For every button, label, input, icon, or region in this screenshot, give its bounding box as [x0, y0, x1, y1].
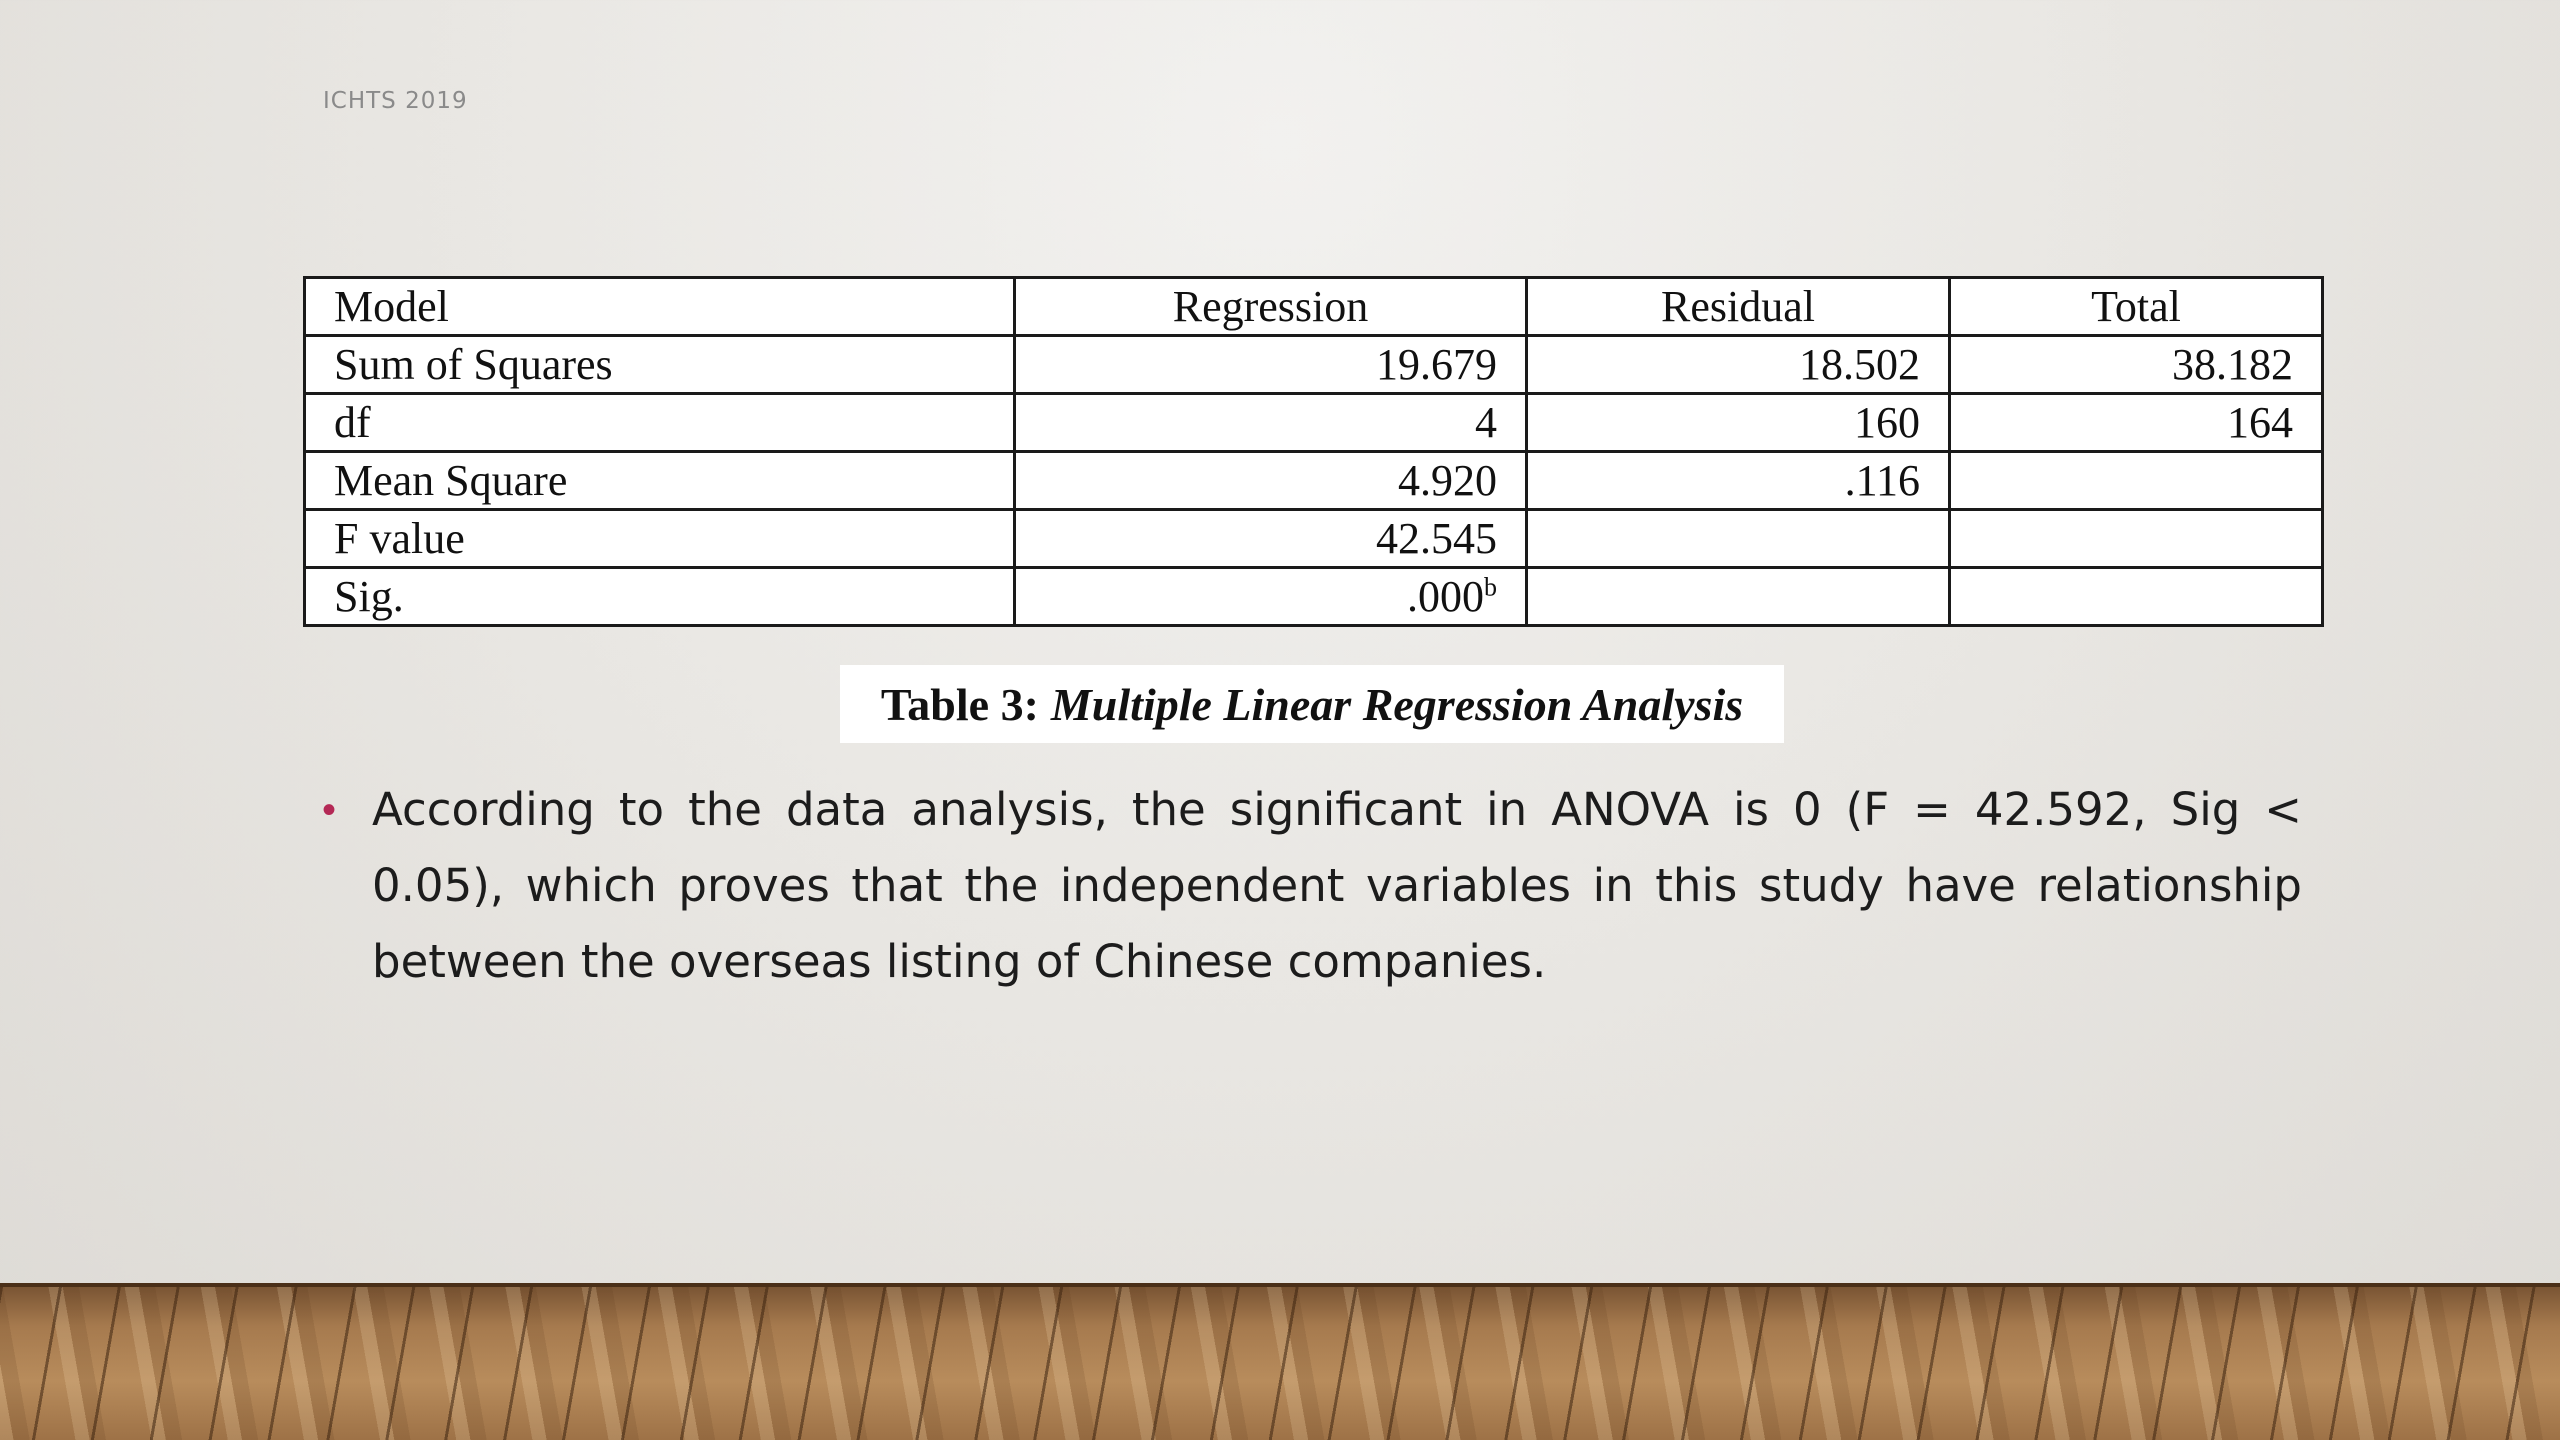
regression-cell: 42.545	[1015, 510, 1527, 568]
table-caption	[840, 665, 1784, 743]
wood-floor-decoration	[0, 1283, 2560, 1440]
bullet-item	[322, 772, 2302, 1000]
table-row	[305, 568, 2323, 626]
residual-cell: 18.502	[1527, 336, 1950, 394]
row-label: F value	[305, 510, 1015, 568]
regression-cell: 19.679	[1015, 336, 1527, 394]
header-cell-model: Model	[305, 278, 1015, 336]
table-header-row	[305, 278, 2323, 336]
row-label: Sum of Squares	[305, 336, 1015, 394]
residual-cell: .116	[1527, 452, 1950, 510]
total-cell	[1950, 568, 2323, 626]
regression-cell: 4	[1015, 394, 1527, 452]
regression-cell	[1015, 568, 1527, 626]
residual-cell	[1527, 568, 1950, 626]
sig-value: .000	[1407, 572, 1484, 621]
sig-superscript: b	[1484, 572, 1497, 602]
regression-cell: 4.920	[1015, 452, 1527, 510]
row-label: Sig.	[305, 568, 1015, 626]
bullet-text: According to the data analysis, the significant in ANOVA is 0 (F = 42.592, Sig < 0.05), which proves that the independent variables in this study have relationship between the overseas listing of Chinese companies.	[372, 783, 2302, 988]
row-label: df	[305, 394, 1015, 452]
header-cell-total: Total	[1950, 278, 2323, 336]
anova-table	[303, 276, 2324, 627]
total-cell: 164	[1950, 394, 2323, 452]
caption-prefix: Table 3:	[880, 678, 1039, 730]
header-cell-regression: Regression	[1015, 278, 1527, 336]
header-label: ICHTS 2019	[323, 88, 468, 114]
caption-title: Multiple Linear Regression Analysis	[1050, 678, 1744, 730]
table-row	[305, 510, 2323, 568]
total-cell: 38.182	[1950, 336, 2323, 394]
residual-cell: 160	[1527, 394, 1950, 452]
row-label: Mean Square	[305, 452, 1015, 510]
total-cell	[1950, 510, 2323, 568]
header-cell-residual: Residual	[1527, 278, 1950, 336]
bullet-dot-icon: •	[322, 788, 337, 832]
table-row	[305, 452, 2323, 510]
total-cell	[1950, 452, 2323, 510]
table-row	[305, 336, 2323, 394]
residual-cell	[1527, 510, 1950, 568]
table-row	[305, 394, 2323, 452]
